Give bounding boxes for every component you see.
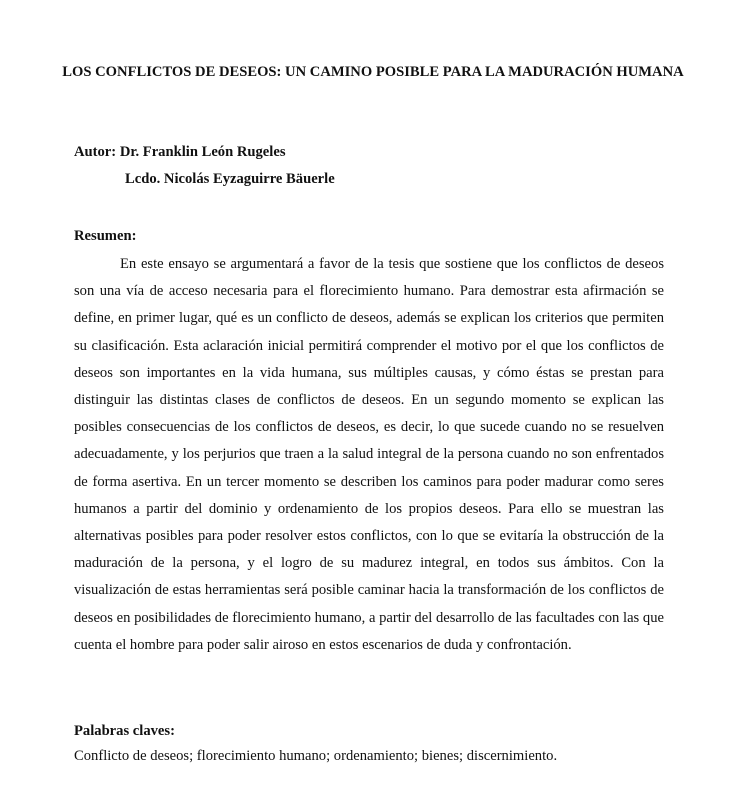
author-line-2 [74, 166, 335, 193]
keywords-list: Conflicto de deseos; florecimiento humano; ordenamiento; bienes; discernimiento. [74, 748, 558, 764]
author-label: Autor: [74, 144, 117, 160]
author-line-1 [74, 139, 335, 166]
author-block [74, 139, 335, 193]
author-secondary: Lcdo. Nicolás Eyzaguirre Bäuerle [125, 171, 335, 187]
abstract-body: En este ensayo se argumentará a favor de la tesis que sostiene que los conflictos de deseos son una vía de acceso necesaria para el florecimiento humano. Para demostrar esta afirmación se define, en primer lugar, qué es un conflicto de deseos, además se explican los criterios que permiten su clasificación. Esta aclaración inicial permitirá comprender el motivo por el que los conflictos de deseos son importantes en la vida humana, sus múltiples causas, y cómo éstas se prestan para distinguir las distintas clases de conflictos de deseos. En un segundo momento se explican las posibles consecuencias de los conflictos de deseos, es decir, lo que sucede cuando no se resuelven adecuadamente, y los perjurios que traen a la salud integral de la persona cuando no son enfrentados de forma asertiva. En un tercer momento se describen los caminos para poder madurar como seres humanos a partir del dominio y ordenamiento de los propios deseos. Para ello se muestran las alternativas posibles para poder resolver estos conflictos, con lo que se evitaría la obstrucción de la maduración de la persona, y el logro de su madurez integral, en todos sus ámbitos. Con la visualización de estas herramientas será posible caminar hacia la transformación de los conflictos de deseos en posibilidades de florecimiento humano, a partir del desarrollo de las facultades con las que cuenta el hombre para poder salir airoso en estos escenarios de duda y confrontación. [74, 256, 664, 653]
paper-title: LOS CONFLICTOS DE DESEOS: UN CAMINO POSIBLE PARA LA MADURACIÓN HUMANA [62, 64, 684, 80]
author-primary: Dr. Franklin León Rugeles [119, 144, 286, 160]
abstract-heading: Resumen: [74, 228, 137, 244]
keywords-heading: Palabras claves: [74, 723, 175, 739]
